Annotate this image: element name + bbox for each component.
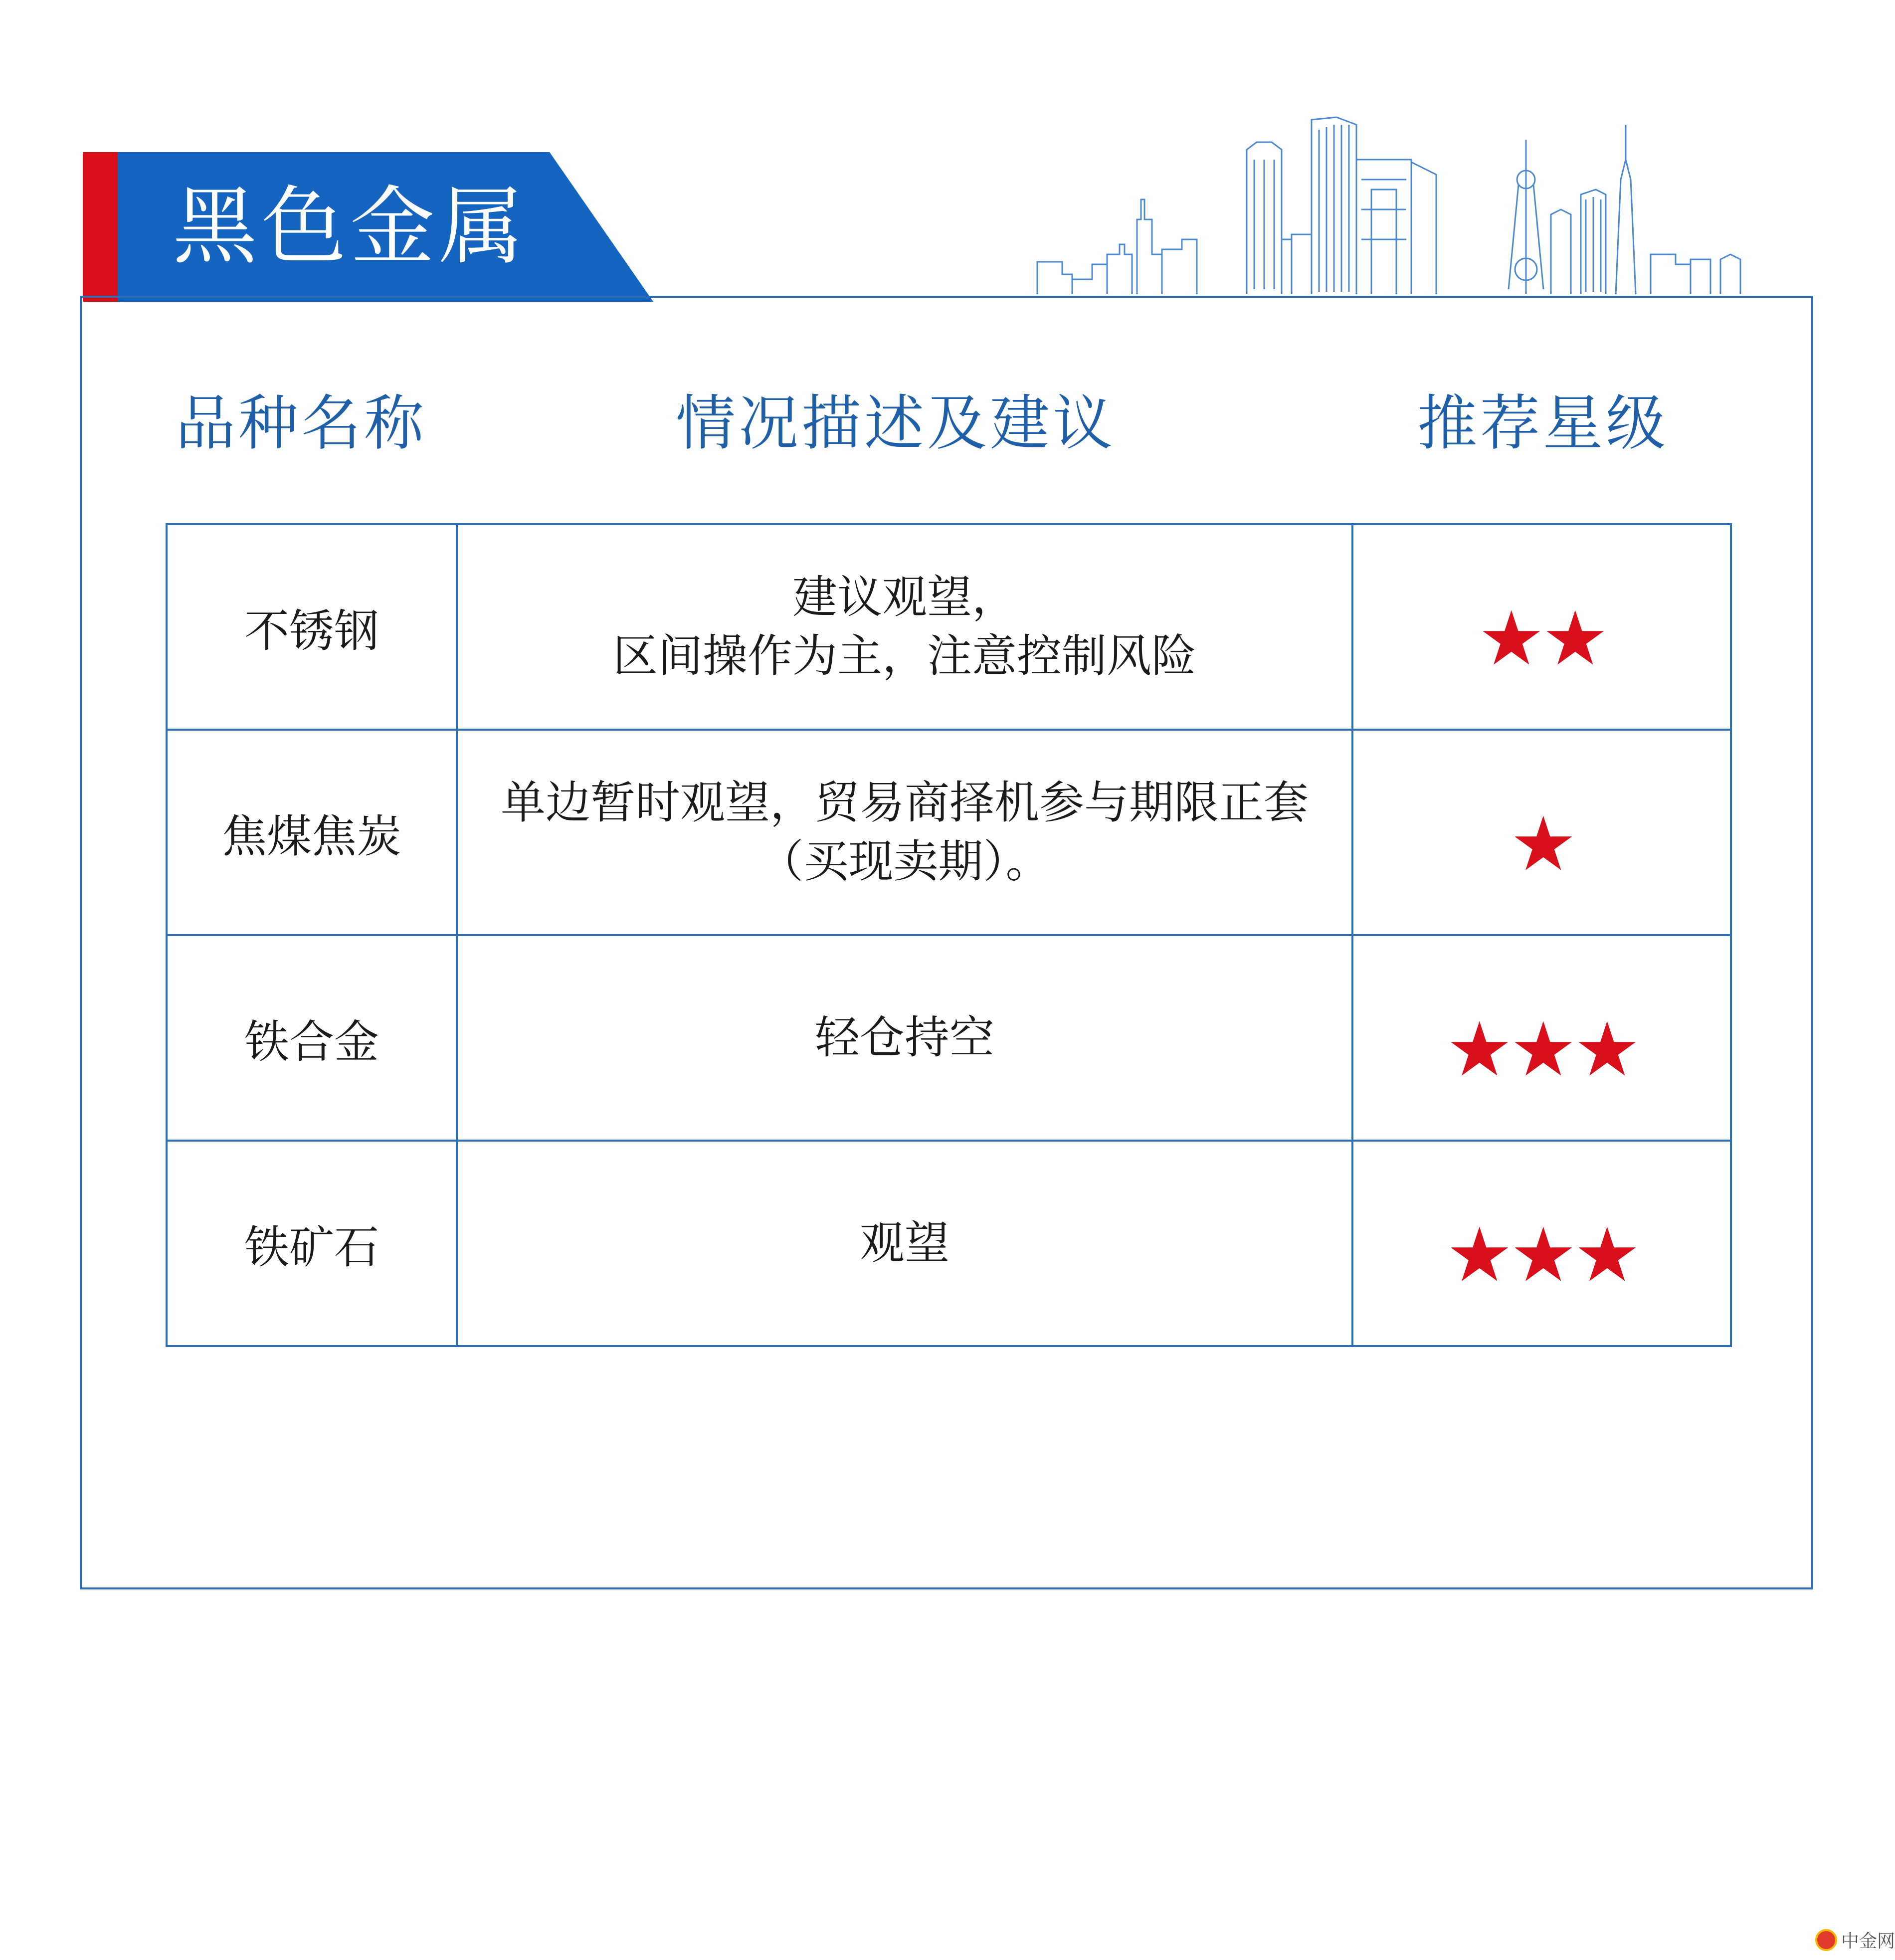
watermark-text: 中金网: [1841, 1931, 1895, 1952]
description-line: 单边暂时观望，贸易商择机参与期限正套: [501, 777, 1309, 829]
description-cell: [457, 935, 1352, 1141]
description-cell: [457, 524, 1352, 730]
variety-name-cell: 不锈钢: [167, 524, 457, 730]
star-icon: ★: [1510, 801, 1577, 888]
table-row: [167, 935, 1731, 1141]
variety-name-cell: 焦煤焦炭: [167, 730, 457, 935]
variety-name-cell: 铁合金: [167, 935, 457, 1141]
header-description: 情况描述及建议: [676, 389, 1116, 458]
table-row: [167, 730, 1731, 935]
star-rating: [1510, 801, 1577, 888]
watermark-logo-icon: [1815, 1929, 1837, 1951]
watermark: [1815, 1926, 1895, 1956]
star-icon: ★: [1446, 1006, 1513, 1093]
description-cell: [457, 730, 1352, 935]
header-variety-name: 品种名称: [176, 389, 427, 458]
star-icon: ★: [1541, 595, 1609, 682]
star-icon: ★: [1573, 1006, 1641, 1093]
star-rating: [1446, 1212, 1641, 1299]
description-line: （买现卖期）。: [758, 835, 1051, 888]
star-icon: ★: [1573, 1212, 1641, 1299]
variety-name-cell: 铁矿石: [167, 1141, 457, 1346]
rating-cell: [1352, 935, 1731, 1141]
section-title: 黑色金属: [173, 178, 528, 276]
star-icon: ★: [1446, 1212, 1513, 1299]
star-icon: ★: [1510, 1006, 1577, 1093]
rating-cell: [1352, 1141, 1731, 1346]
star-icon: ★: [1478, 595, 1545, 682]
description-line: 轻仓持空: [815, 1011, 994, 1064]
city-skyline-illustration: [1032, 110, 1775, 297]
star-rating: [1478, 595, 1609, 682]
table-row: [167, 524, 1731, 730]
rating-cell: [1352, 524, 1731, 730]
recommendation-table: [166, 523, 1732, 1347]
header-rating: 推荐星级: [1417, 389, 1669, 458]
table-row: [167, 1141, 1731, 1346]
section-banner: [83, 152, 653, 302]
description-cell: [457, 1141, 1352, 1346]
rating-cell: [1352, 730, 1731, 935]
description-line: 观望: [860, 1217, 949, 1269]
star-rating: [1446, 1006, 1641, 1093]
description-line: 建议观望，: [792, 571, 1017, 623]
description-line: 区间操作为主，注意控制风险: [613, 630, 1196, 682]
star-icon: ★: [1510, 1212, 1577, 1299]
